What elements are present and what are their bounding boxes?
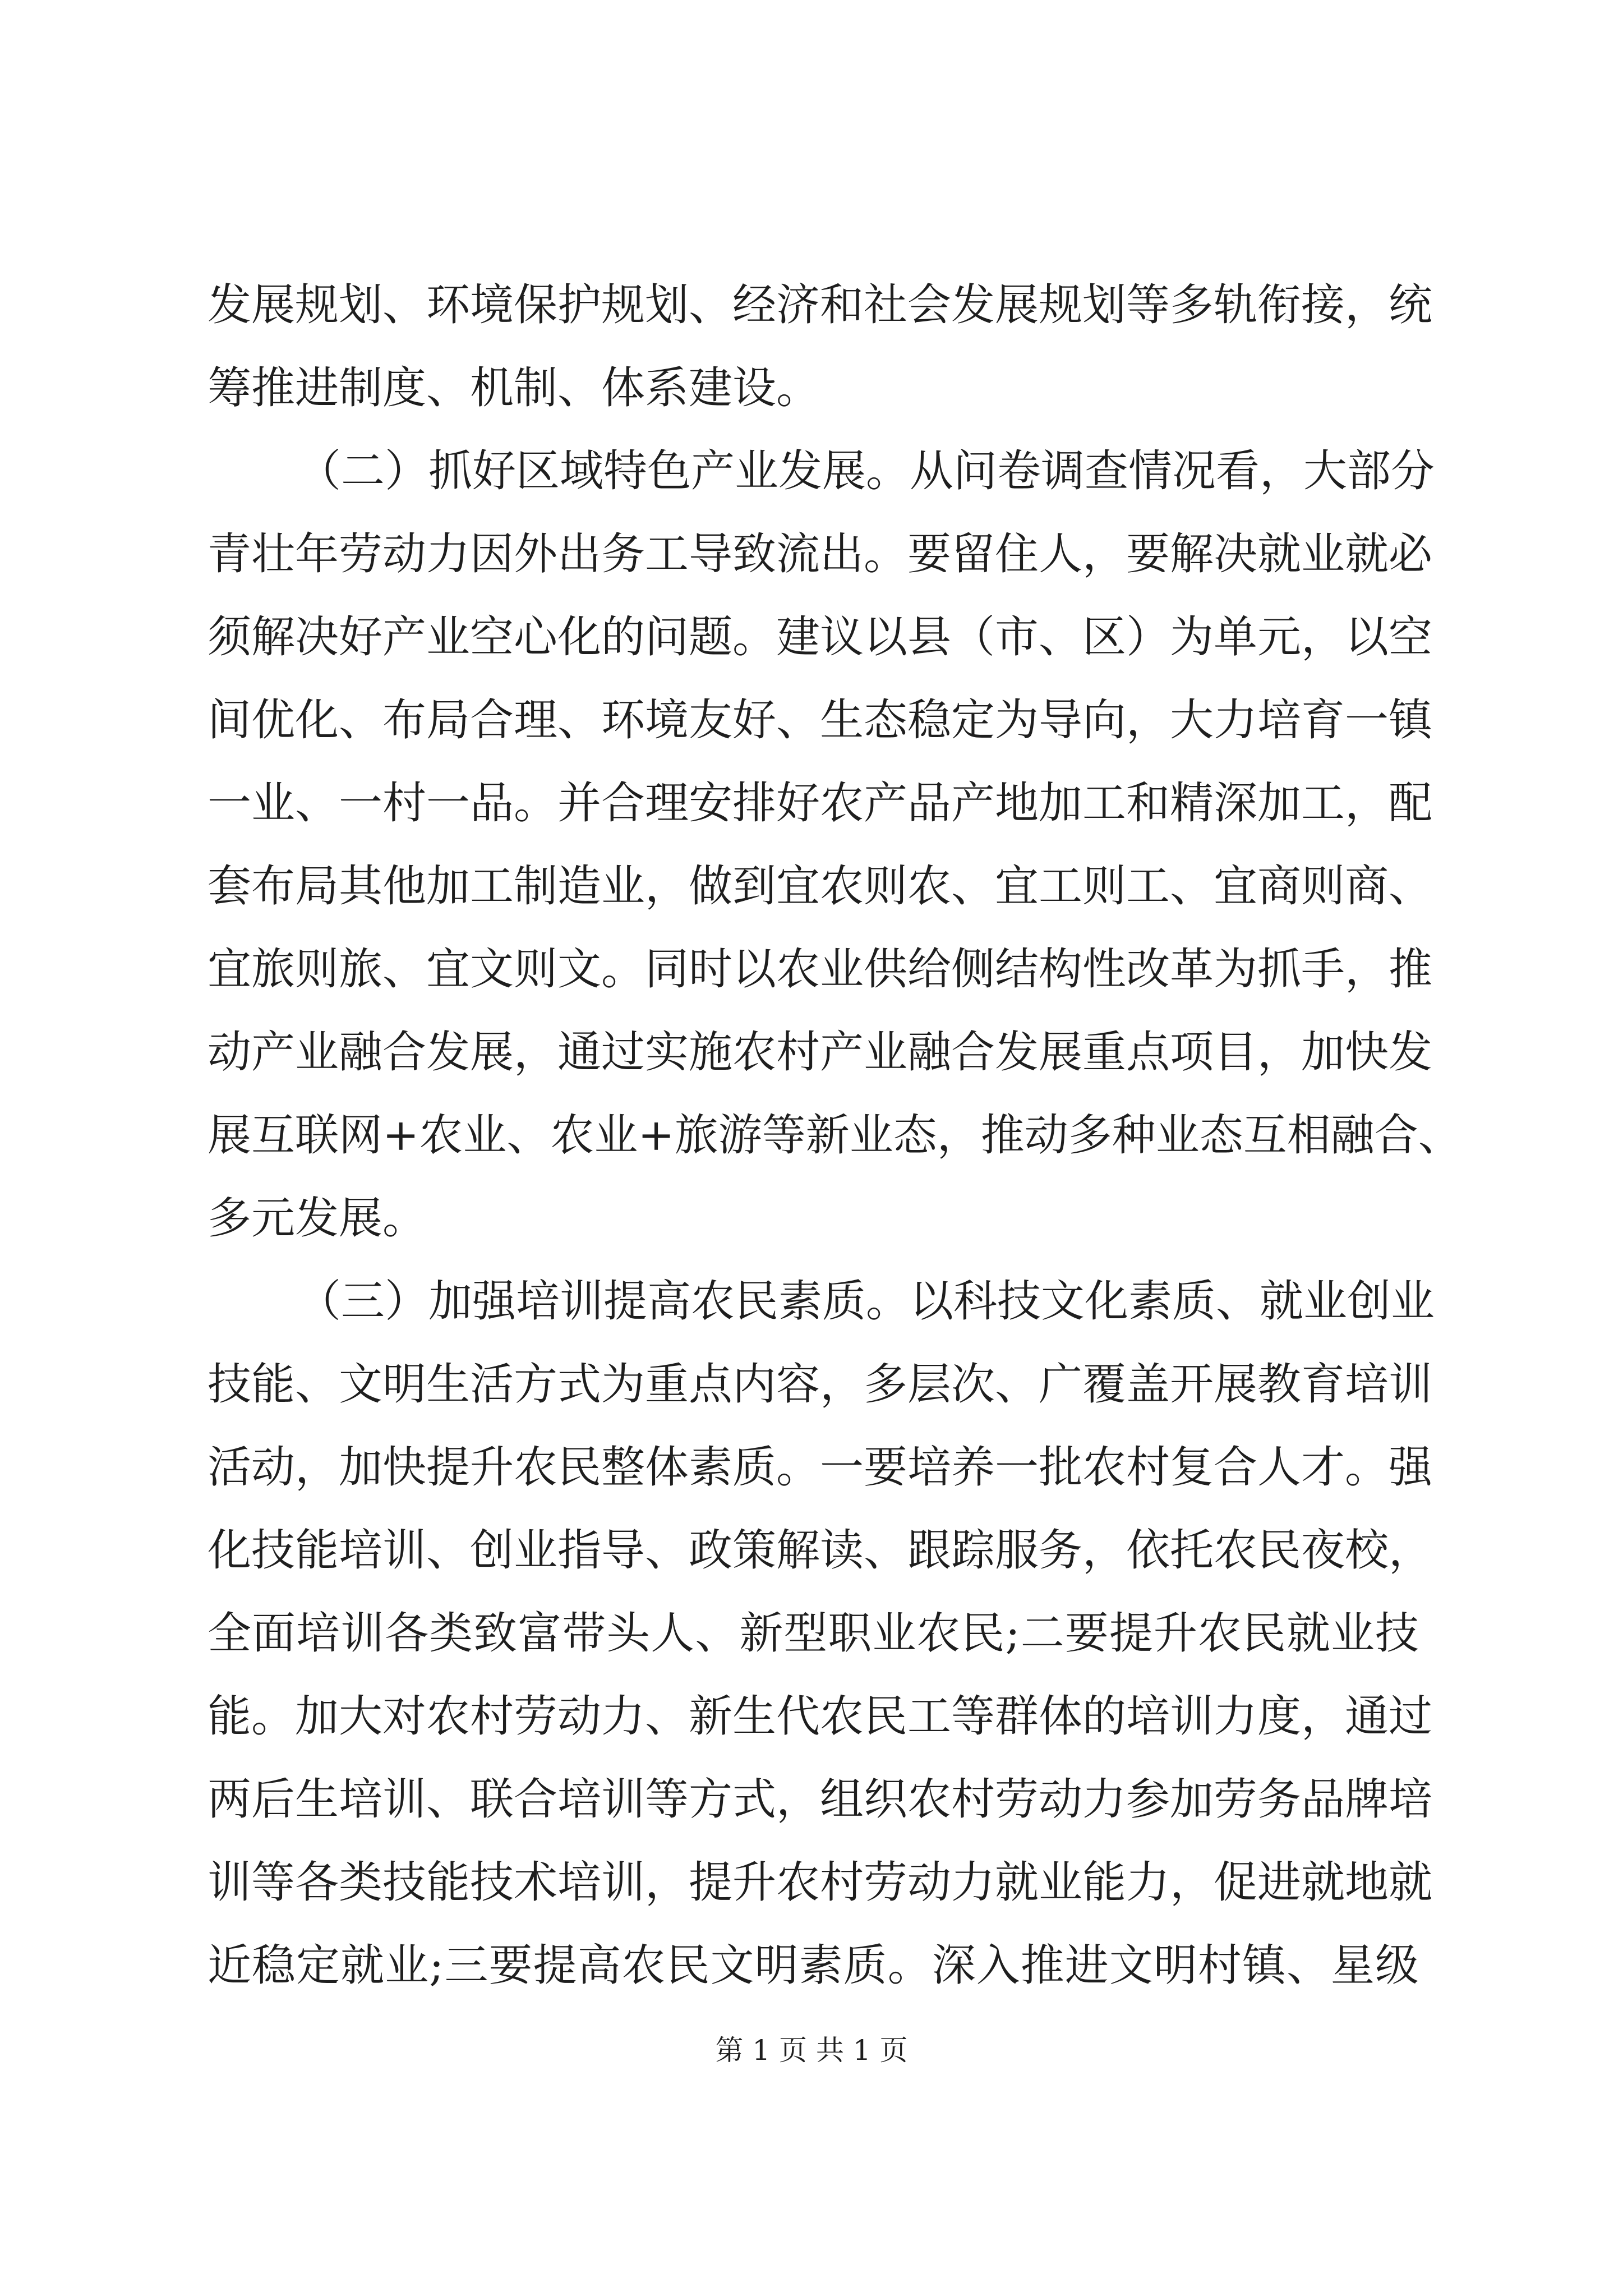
body-text-line: 近稳定就业;三要提高农民文明素质。深入推进文明村镇、星级 — [208, 1940, 1419, 1991]
body-text-line: 套布局其他加工制造业，做到宜农则农、宜工则工、宜商则商、 — [208, 861, 1433, 912]
paragraph-heading-line: （二）抓好区域特色产业发展。从问卷调查情况看，大部分 — [297, 446, 1435, 496]
body-text-line: 发展规划、环境保护规划、经济和社会发展规划等多轨衔接，统 — [208, 280, 1433, 330]
body-text-line: 间优化、布局合理、环境友好、生态稳定为导向，大力培育一镇 — [208, 695, 1433, 746]
paragraph-heading-line: （三）加强培训提高农民素质。以科技文化素质、就业创业 — [297, 1276, 1435, 1327]
body-text-line: 动产业融合发展，通过实施农村产业融合发展重点项目，加快发 — [208, 1027, 1433, 1078]
body-text-line: 一业、一村一品。并合理安排好农产品产地加工和精深加工，配 — [208, 778, 1433, 829]
body-text-line: 化技能培训、创业指导、政策解读、跟踪服务，依托农民夜校， — [208, 1525, 1433, 1576]
body-text-line: 多元发展。 — [208, 1193, 427, 1244]
body-text-line: 展互联网+农业、农业+旅游等新业态，推动多种业态互相融合、 — [208, 1110, 1462, 1161]
body-text-line: 青壮年劳动力因外出务工导致流出。要留住人，要解决就业就必 — [208, 529, 1433, 579]
body-text-line: 须解决好产业空心化的问题。建议以县（市、区）为单元，以空 — [208, 612, 1433, 662]
body-text-line: 训等各类技能技术培训，提升农村劳动力就业能力，促进就地就 — [208, 1857, 1433, 1908]
body-text-line: 宜旅则旅、宜文则文。同时以农业供给侧结构性改革为抓手，推 — [208, 944, 1433, 995]
body-text-line: 技能、文明生活方式为重点内容，多层次、广覆盖开展教育培训 — [208, 1359, 1433, 1410]
page-number-footer: 第 1 页 共 1 页 — [715, 2034, 908, 2067]
body-text-line: 能。加大对农村劳动力、新生代农民工等群体的培训力度，通过 — [208, 1691, 1433, 1742]
body-text-line: 筹推进制度、机制、体系建设。 — [208, 363, 820, 413]
body-text-line: 活动，加快提升农民整体素质。一要培养一批农村复合人才。强 — [208, 1442, 1433, 1493]
body-text-line: 全面培训各类致富带头人、新型职业农民;二要提升农民就业技 — [208, 1608, 1419, 1659]
body-text-line: 两后生培训、联合培训等方式，组织农村劳动力参加劳务品牌培 — [208, 1774, 1433, 1825]
